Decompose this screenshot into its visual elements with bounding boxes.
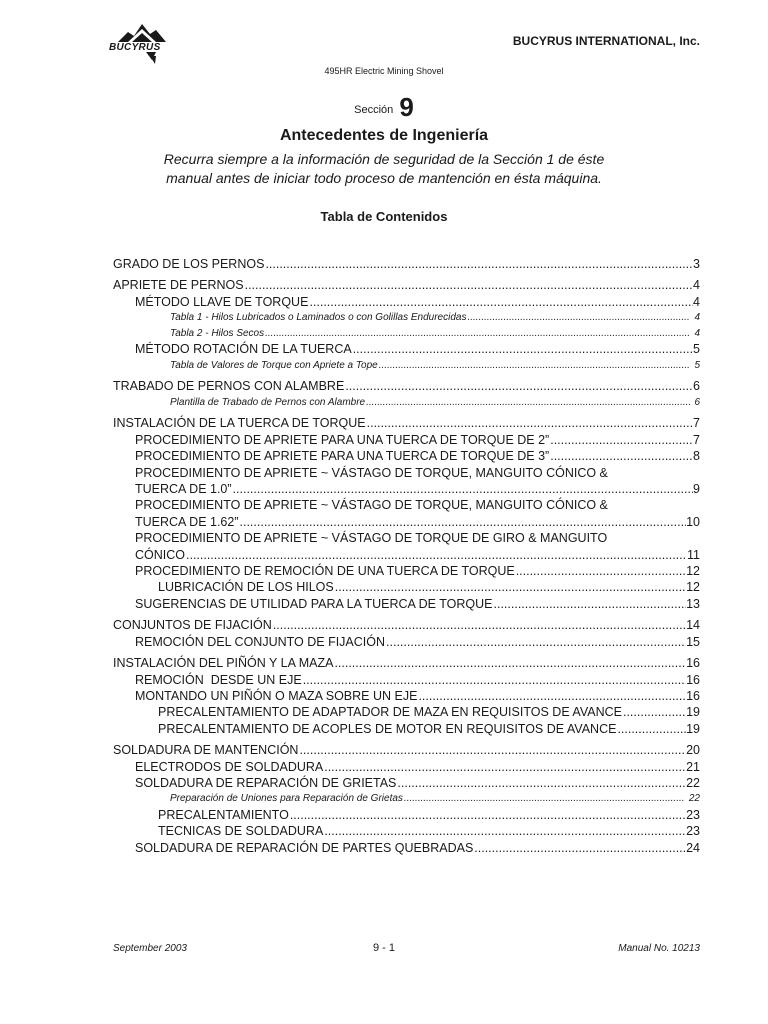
toc-entry-text: PRECALENTAMIENTO DE ACOPLES DE MOTOR EN REQUISITOS DE AVANCE	[158, 721, 617, 736]
toc-entry-text: PROCEDIMIENTO DE REMOCIÓN DE UNA TUERCA DE TORQUE	[135, 564, 515, 579]
toc-entry-text: MONTANDO UN PIÑÓN O MAZA SOBRE UN EJE	[135, 688, 418, 703]
toc-entry-page: 4	[694, 312, 700, 324]
toc-entry[interactable]	[113, 634, 700, 650]
toc-entry-page: 8	[693, 449, 700, 464]
toc-entry[interactable]	[113, 742, 700, 758]
leader-dots	[466, 310, 690, 326]
toc-entry-text: PROCEDIMIENTO DE APRIETE PARA UNA TUERCA DE TORQUE DE 2”	[135, 432, 550, 447]
toc-entry[interactable]	[113, 432, 700, 448]
toc-entry-page: 4	[694, 327, 700, 339]
toc-entry-text-line1: PROCEDIMIENTO DE APRIETE ~ VÁSTAGO DE TORQUE, MANGUITO CÓNICO &	[135, 498, 608, 513]
footer-manual-number: Manual No. 10213	[618, 943, 700, 954]
toc-entry-text: MÉTODO ROTACIÓN DE LA TUERCA	[135, 342, 352, 357]
page-title: Antecedentes de Ingeniería	[279, 127, 489, 144]
toc-entry-text: ELECTRODOS DE SOLDADURA	[135, 759, 324, 774]
toc-entry-text: APRIETE DE PERNOS	[113, 278, 244, 293]
leader-dots	[264, 256, 693, 272]
table-of-contents	[113, 256, 700, 856]
leader-dots	[298, 742, 686, 758]
toc-entry[interactable]	[113, 465, 700, 498]
toc-entry-text: CÓNICO	[135, 547, 185, 562]
toc-entry-text: Tabla de Valores de Torque con Apriete a Tope	[170, 359, 378, 371]
toc-entry-text: TRABADO DE PERNOS CON ALAMBRE	[113, 379, 345, 394]
toc-entry[interactable]	[113, 704, 700, 720]
toc-entry[interactable]	[113, 655, 700, 671]
leader-dots	[344, 378, 693, 394]
leader-dots	[385, 634, 686, 650]
leader-dots	[493, 596, 687, 612]
leader-dots	[396, 775, 686, 791]
toc-entry-text: PROCEDIMIENTO DE APRIETE PARA UNA TUERCA DE TORQUE DE 3”	[135, 449, 550, 464]
leader-dots	[185, 547, 687, 563]
leader-dots	[244, 277, 693, 293]
toc-entry-page: 23	[686, 807, 700, 822]
warning-line-1: Recurra siempre a la información de seguridad de la Sección 1 de éste	[163, 151, 605, 167]
leader-dots	[622, 704, 686, 720]
toc-entry-text: TUERCA DE 1.0”	[135, 482, 232, 497]
toc-entry-page: 9	[693, 482, 700, 497]
logo-text: BUCYRUS	[109, 42, 161, 53]
toc-entry-page: 16	[686, 656, 700, 671]
leader-dots	[549, 432, 693, 448]
leader-dots	[272, 617, 686, 633]
toc-entry-text: Tabla 1 - Hilos Lubricados o Laminados o con Golillas Endurecidas	[170, 312, 467, 324]
section-label: Sección	[354, 104, 394, 116]
toc-entry[interactable]	[113, 840, 700, 856]
toc-entry[interactable]	[113, 378, 700, 394]
toc-entry[interactable]	[113, 759, 700, 775]
leader-dots	[302, 672, 686, 688]
toc-entry-text: LUBRICACIÓN DE LOS HILOS	[158, 580, 334, 595]
toc-entry-page: 22	[686, 775, 700, 790]
leader-dots	[515, 563, 686, 579]
toc-entry-text: Preparación de Uniones para Reparación de Grietas	[170, 793, 403, 805]
leader-dots	[403, 791, 685, 807]
company-name: BUCYRUS INTERNATIONAL, Inc.	[512, 34, 700, 48]
warning-line-2: manual antes de iniciar todo proceso de mantención en ésta máquina.	[166, 170, 602, 186]
leader-dots	[365, 395, 690, 411]
leader-dots	[352, 341, 693, 357]
toc-entry-text: PRECALENTAMIENTO DE ADAPTADOR DE MAZA EN REQUISITOS DE AVANCE	[158, 705, 622, 720]
leader-dots	[473, 840, 686, 856]
toc-entry[interactable]	[113, 530, 700, 563]
toc-entry-page: 6	[693, 379, 700, 394]
toc-entry-page: 22	[688, 793, 700, 805]
toc-entry-page: 14	[686, 618, 700, 633]
toc-entry[interactable]	[113, 294, 700, 310]
toc-entry-text: Plantilla de Trabado de Pernos con Alambre	[170, 396, 366, 408]
toc-entry-page: 19	[686, 721, 700, 736]
leader-dots	[333, 655, 686, 671]
toc-entry[interactable]	[113, 395, 700, 411]
toc-entry-page: 4	[693, 278, 700, 293]
leader-dots	[334, 579, 686, 595]
toc-entry-page: 15	[686, 634, 700, 649]
leader-dots	[232, 481, 693, 497]
toc-entry-page: 11	[687, 547, 700, 562]
leader-dots	[323, 759, 686, 775]
leader-dots	[308, 294, 693, 310]
toc-entry-text: MÉTODO LLAVE DE TORQUE	[135, 294, 309, 309]
leader-dots	[239, 514, 687, 530]
leader-dots	[264, 326, 690, 342]
toc-entry[interactable]	[113, 277, 700, 293]
toc-heading: Tabla de Contenidos	[320, 209, 448, 224]
toc-entry[interactable]	[113, 326, 700, 342]
toc-entry-page: 16	[686, 672, 700, 687]
leader-dots	[616, 721, 686, 737]
toc-entry-page: 19	[686, 705, 700, 720]
toc-entry[interactable]	[113, 807, 700, 823]
toc-entry-page: 20	[686, 743, 700, 758]
toc-entry-text: INSTALACIÓN DEL PIÑÓN Y LA MAZA	[113, 656, 334, 671]
toc-entry[interactable]	[113, 791, 700, 807]
toc-entry-text: CONJUNTOS DE FIJACIÓN	[113, 618, 272, 633]
toc-entry-page: 7	[693, 432, 700, 447]
toc-entry-page: 5	[693, 342, 700, 357]
toc-entry-page: 7	[693, 416, 700, 431]
toc-entry-text: SOLDADURA DE MANTENCIÓN	[113, 743, 299, 758]
section-number: 9	[399, 92, 414, 122]
toc-entry[interactable]	[113, 672, 700, 688]
toc-entry-text: SOLDADURA DE REPARACIÓN DE GRIETAS	[135, 775, 397, 790]
toc-entry-page: 24	[686, 840, 700, 855]
toc-entry[interactable]	[113, 310, 700, 326]
footer-page-number: 9 - 1	[372, 942, 395, 954]
product-name: 495HR Electric Mining Shovel	[324, 66, 444, 76]
toc-entry-page: 10	[686, 514, 700, 529]
toc-entry-text: SOLDADURA DE REPARACIÓN DE PARTES QUEBRADAS	[135, 840, 474, 855]
toc-entry-text: Tabla 2 - Hilos Secos	[170, 327, 265, 339]
toc-entry-text-line1: PROCEDIMIENTO DE APRIETE ~ VÁSTAGO DE TORQUE, MANGUITO CÓNICO &	[135, 465, 608, 480]
toc-entry[interactable]	[113, 775, 700, 791]
leader-dots	[366, 415, 693, 431]
leader-dots	[549, 448, 693, 464]
toc-entry-page: 21	[686, 759, 700, 774]
toc-entry[interactable]	[113, 579, 700, 595]
toc-entry-text: INSTALACIÓN DE LA TUERCA DE TORQUE	[113, 416, 366, 431]
toc-entry-text: GRADO DE LOS PERNOS	[113, 257, 265, 271]
toc-entry[interactable]	[113, 721, 700, 737]
leader-dots	[417, 688, 686, 704]
toc-entry-page: 4	[693, 294, 700, 309]
toc-entry[interactable]	[113, 448, 700, 464]
bucyrus-logo	[109, 20, 170, 68]
toc-entry[interactable]	[113, 341, 700, 357]
toc-entry[interactable]	[113, 617, 700, 633]
toc-entry-page: 3	[693, 257, 700, 271]
leader-dots	[289, 807, 686, 823]
toc-entry-page: 23	[686, 824, 700, 839]
toc-entry-text: SUGERENCIAS DE UTILIDAD PARA LA TUERCA DE TORQUE	[135, 596, 493, 611]
toc-entry-page: 12	[686, 564, 700, 579]
toc-entry-text: PRECALENTAMIENTO	[158, 807, 289, 822]
toc-entry-page: 12	[686, 580, 700, 595]
toc-entry[interactable]	[113, 688, 700, 704]
toc-entry[interactable]	[113, 823, 700, 839]
toc-entry[interactable]	[113, 596, 700, 612]
toc-entry-text-line1: PROCEDIMIENTO DE APRIETE ~ VÁSTAGO DE TORQUE DE GIRO & MANGUITO	[135, 531, 608, 546]
toc-entry[interactable]	[113, 415, 700, 431]
toc-entry-text: TUERCA DE 1.62”	[135, 514, 239, 529]
toc-entry-page: 5	[694, 359, 700, 371]
toc-entry-page: 16	[686, 688, 700, 703]
toc-entry-page: 6	[694, 396, 700, 408]
toc-entry-text: REMOCIÓN DEL CONJUNTO DE FIJACIÓN	[135, 634, 386, 649]
toc-entry[interactable]	[113, 256, 700, 272]
leader-dots	[323, 823, 686, 839]
toc-entry-page: 13	[686, 596, 700, 611]
toc-entry[interactable]	[113, 497, 700, 530]
leader-dots	[378, 358, 691, 374]
footer-date: September 2003	[113, 943, 187, 954]
toc-entry[interactable]	[113, 563, 700, 579]
section-heading	[0, 92, 768, 123]
toc-entry[interactable]	[113, 358, 700, 374]
toc-entry-text: REMOCIÓN DESDE UN EJE	[135, 672, 302, 687]
toc-entry-text: TECNICAS DE SOLDADURA	[158, 824, 324, 839]
safety-warning	[150, 150, 618, 188]
